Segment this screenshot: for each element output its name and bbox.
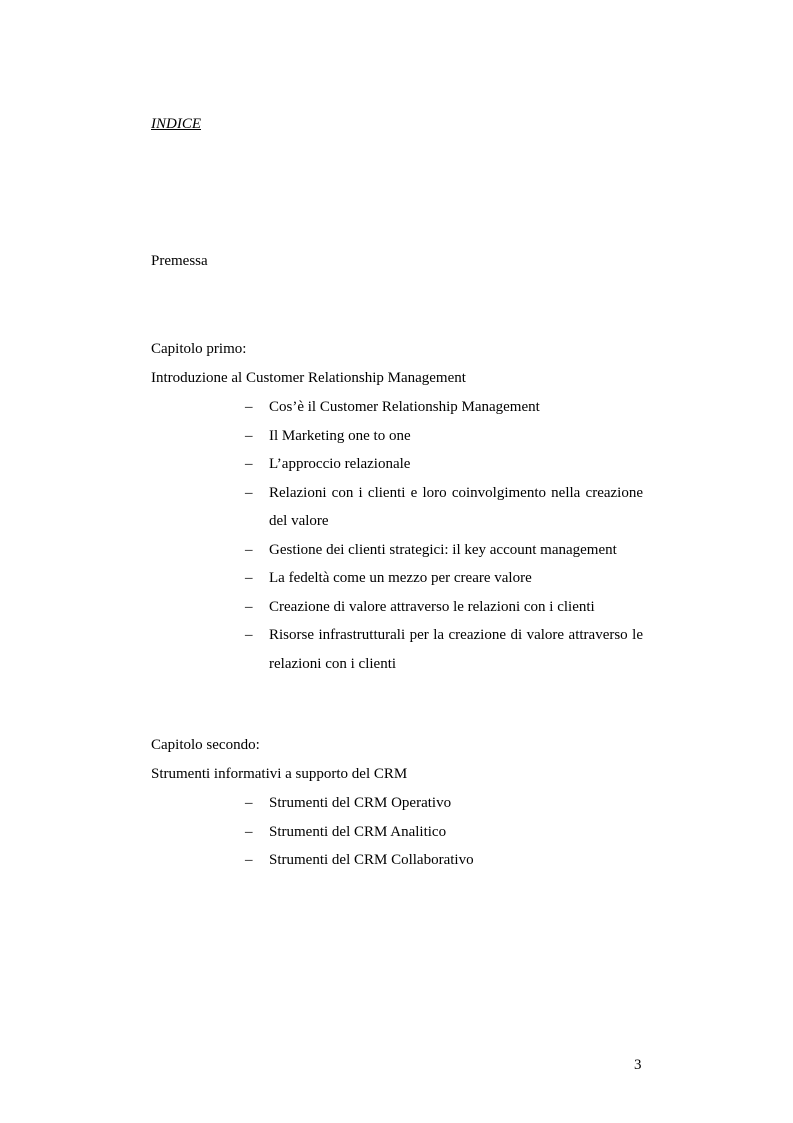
toc-item-text: Cos’è il Customer Relationship Management [269, 399, 540, 415]
premessa-entry: Premessa [151, 253, 208, 269]
chapter-2-items [151, 789, 643, 875]
dash-marker: – [245, 541, 253, 558]
dash-marker: – [245, 456, 253, 472]
dash-marker: – [245, 427, 253, 444]
chapter-1-items [151, 393, 643, 678]
chapter-1-label: Capitolo primo: [151, 341, 247, 357]
chapter-2-label: Capitolo secondo: [151, 737, 260, 753]
dash-marker: – [245, 598, 253, 615]
toc-item [151, 536, 643, 565]
toc-item-text: Strumenti del CRM Collaborativo [269, 852, 474, 868]
toc-item-text: Strumenti del CRM Operativo [269, 795, 452, 811]
toc-item-text: Strumenti del CRM Analitico [269, 823, 447, 840]
chapter-2 [151, 731, 643, 875]
toc-item-text: L’approccio relazionale [269, 456, 411, 472]
toc-item-text: Creazione di valore attraverso le relazioni con i clienti [269, 598, 595, 615]
dash-marker: – [245, 484, 253, 501]
toc-item [151, 393, 643, 422]
dash-marker: – [245, 627, 253, 643]
chapter-1-title: Introduzione al Customer Relationship Management [151, 370, 466, 386]
toc-item [151, 564, 643, 593]
toc-item [151, 450, 643, 479]
chapter-1 [151, 335, 643, 678]
toc-item-text: Risorse infrastrutturali per la creazione di valore attraverso le relazioni con i clienti [269, 627, 643, 672]
toc-item [151, 846, 643, 875]
toc-item [151, 789, 643, 818]
toc-item [151, 593, 643, 622]
dash-marker: – [245, 795, 253, 811]
toc-item [151, 818, 643, 847]
toc-item [151, 422, 643, 451]
dash-marker: – [245, 570, 253, 586]
toc-item-text: Il Marketing one to one [269, 427, 411, 444]
index-heading: INDICE [151, 116, 201, 132]
toc-item-text: La fedeltà come un mezzo per creare valore [269, 570, 532, 586]
page-number: 3 [634, 1057, 642, 1073]
chapter-2-title: Strumenti informativi a supporto del CRM [151, 766, 408, 782]
toc-item-text: Gestione dei clienti strategici: il key account management [269, 541, 617, 558]
dash-marker: – [245, 852, 253, 868]
toc-item-text: Relazioni con i clienti e loro coinvolgimento nella creazione del valore [269, 484, 643, 529]
dash-marker: – [245, 823, 253, 840]
toc-item [151, 479, 643, 536]
dash-marker: – [245, 399, 253, 415]
toc-item [151, 621, 643, 678]
